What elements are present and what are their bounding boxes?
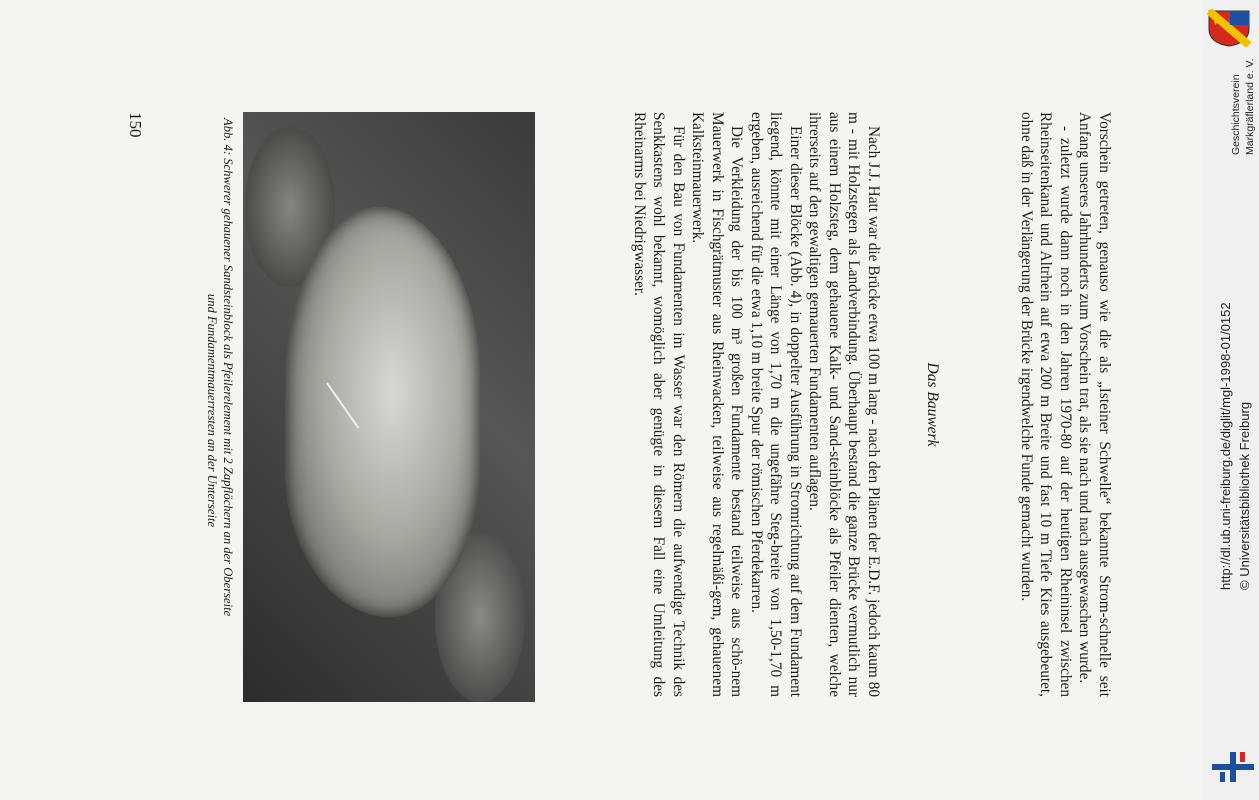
figure-caption [204, 118, 235, 703]
source-url-link[interactable]: http://dl.ub.uni-freiburg.de/diglit/mgl-1998-01/0152 [1218, 302, 1233, 590]
society-name-line-2: Markgräflerland e. V. [1244, 58, 1256, 155]
text-line: - zuletzt wurde dann noch in den Jahren 1970-80 auf der heutigen Rheininsel zwischen Rheinseitenkanal und Altrhein auf etwa 200 m Breite und fast 10 m Tiefe Kies ausgebeutet, ohne daß in der Verlängerung der Brücke irgendwelche Funde gemacht wurden. [1018, 112, 1074, 697]
paragraph-1 [1017, 112, 1115, 697]
paragraph-2 [630, 112, 884, 697]
text-line: Für den Bau von Fundamenten im Wasser war den Römern die aufwendige Technik des Senkkastens wohl bekannt, womöglich aber genügte in diesem Fall eine Umleitung des Rheinarms bei Niedrigwasser. [631, 112, 687, 697]
section-heading: Das Bauwerk [924, 362, 941, 447]
library-credit: © Universitätsbibliothek Freiburg [1237, 401, 1252, 590]
text-line: Einer dieser Blöcke (Abb. 4), in doppelter Ausführung in Stromrichtung auf dem Fundament liegend, könnte mit einer Länge von 1,70 m die ungefähre Steg-breite von 1,50-1,70 m ergeben, ausreichend für die etwa 1,10 m breite Spur der römischen Pferdekarren. [748, 112, 804, 697]
caption-text: Schwerer gehauener Sandsteinblock als Pfeilerelement mit 2 Zapflöchern an der Oberseite [221, 158, 235, 617]
text-line: Nach J.J. Hatt war die Brücke etwa 100 m lang - nach den Plänen der E.D.F. jedoch kaum 80 m - mit Holzstegen als Landverbindung. Überhaupt bestand die ganze Brücke vermutlich nur aus einem Holzsteg, dem gehauene Kalk- und Sand-steinblöcke als Pfeiler dienten, welche ihrerseits auf den gewaltigen gemauerten Fundamenten auflagen. [806, 112, 882, 697]
sandstone-block [285, 207, 480, 617]
library-logo-icon [1212, 748, 1254, 784]
text-line: Vorschein getreten, genauso wie die als „Isteiner Schwelle“ bekannte Strom-schnelle seit Anfang unseres Jahrhunderts zum Vorschein trat, als sie nach und nach ausgewaschen wurde. [1076, 112, 1113, 697]
text-line: Die Verkleidung der bis 100 m³ großen Fundamente bestand teilweise aus schö-nem Mauerwerk in Fischgrätmuster aus Rheinwacken, teilweise aus regelmäßi-gem, gehauenem Kalksteinmauerwerk. [689, 112, 746, 697]
caption-text: und Fundamentmauerresten an der Unterseite [205, 293, 220, 528]
society-name-line-1: Geschichtsverein [1230, 74, 1242, 155]
page-number: 150 [126, 112, 145, 138]
society-crest-icon [1207, 9, 1251, 47]
stone-block-photo [243, 112, 535, 702]
caption-label: Abb. 4: [221, 118, 235, 156]
